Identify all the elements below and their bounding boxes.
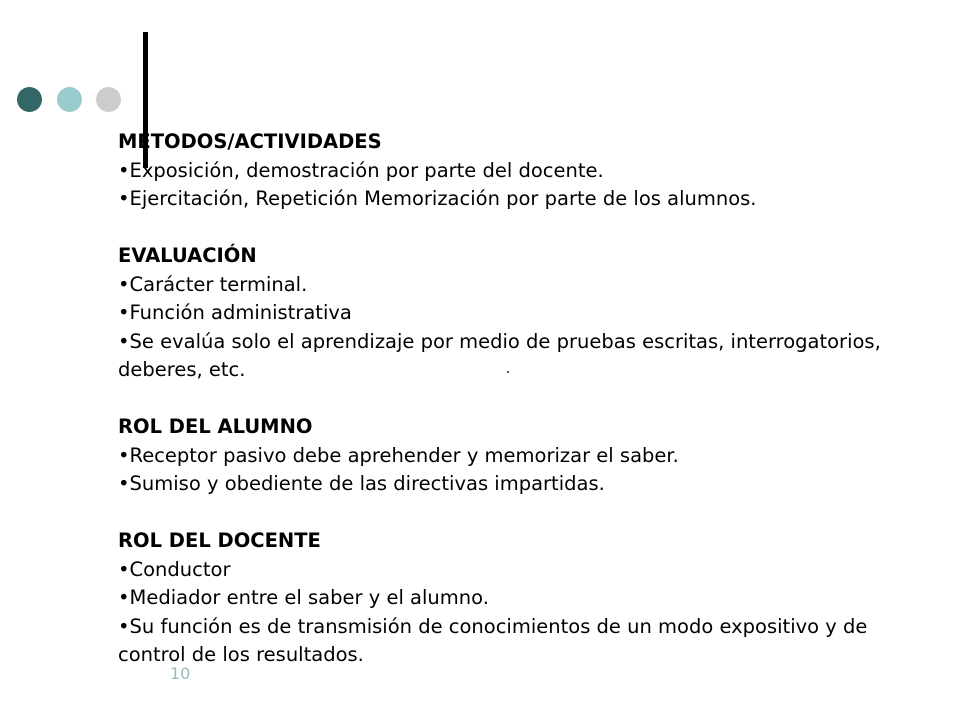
- bullet-item: • Sumiso y obediente de las directivas impartidas.: [118, 470, 918, 499]
- section-evaluacion: [118, 242, 918, 385]
- bullet-item: • Se evalúa solo el aprendizaje por medio de pruebas escritas, interrogatorios, deberes, etc.: [118, 328, 918, 385]
- bullet-item: • Su función es de transmisión de conocimientos de un modo expositivo y de control de los resultados.: [118, 613, 918, 670]
- slide-number: 10: [170, 664, 191, 683]
- bullet-item: • Mediador entre el saber y el alumno.: [118, 584, 918, 613]
- section-heading: ROL DEL DOCENTE: [118, 529, 321, 552]
- bullet-item: • Exposición, demostración por parte del docente.: [118, 157, 918, 186]
- section-heading: MÉTODOS/ACTIVIDADES: [118, 130, 382, 153]
- section-rol-alumno: [118, 413, 918, 499]
- bullet-item: • Conductor: [118, 556, 918, 585]
- slide-content: [118, 128, 918, 670]
- bullet-item: • Función administrativa: [118, 299, 918, 328]
- bullet-item: • Receptor pasivo debe aprehender y memorizar el saber.: [118, 442, 918, 471]
- section-heading: ROL DEL ALUMNO: [118, 415, 313, 438]
- section-rol-docente: [118, 527, 918, 670]
- section-metodos: [118, 128, 918, 214]
- decorative-dot-gray: [96, 87, 121, 112]
- decorative-dot-dark: [17, 87, 42, 112]
- bullet-item: • Carácter terminal.: [118, 271, 918, 300]
- decorative-dot-teal: [57, 87, 82, 112]
- decorative-speck: [507, 371, 509, 373]
- bullet-item: • Ejercitación, Repetición Memorización por parte de los alumnos.: [118, 185, 918, 214]
- section-heading: EVALUACIÓN: [118, 244, 257, 267]
